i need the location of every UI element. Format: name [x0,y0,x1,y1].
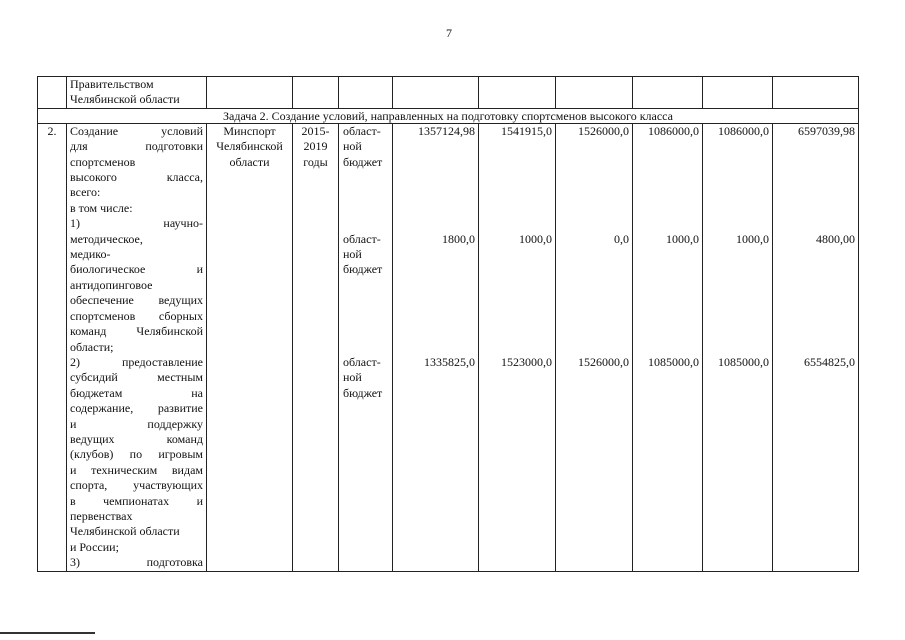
line-spacer [775,339,855,354]
funding-value: 6597039,98 [798,123,855,138]
activity-name-line: команд Челябинской [70,324,203,339]
line-spacer [705,324,769,339]
task-title: Задача 2. Создание условий, направленных на подготовку спортсменов высокого класса [38,108,859,123]
line-spacer [343,170,390,185]
line-spacer [775,139,855,154]
cell-source [339,77,393,109]
activity-name-line: Челябинской области [70,524,180,539]
activity-name-line: ведущих команд [70,431,203,446]
funding-source-line: област- [343,231,381,246]
line-spacer [395,185,475,200]
activity-name-line: области; [70,339,114,354]
line-spacer [705,216,769,231]
line-spacer [635,293,699,308]
line-spacer [775,170,855,185]
funding-source-line: област- [343,123,381,138]
value-cell-total [773,123,859,571]
line-spacer [635,155,699,170]
funding-source-line: бюджет [343,154,383,169]
line-spacer [775,155,855,170]
line-spacer [635,309,699,324]
line-spacer [635,324,699,339]
line-spacer [705,262,769,277]
line-spacer [481,201,552,216]
line-spacer [481,216,552,231]
name-line: Правительством [70,77,154,91]
value-cell-2018 [633,123,703,571]
line-spacer [481,309,552,324]
executor-cell [207,123,293,571]
line-spacer [558,262,629,277]
line-spacer [481,155,552,170]
line-spacer [635,170,699,185]
funding-source-line: област- [343,354,381,369]
line-spacer [395,170,475,185]
line-spacer [395,216,475,231]
line-spacer [481,278,552,293]
line-spacer [635,201,699,216]
line-spacer [705,170,769,185]
funding-source-line: бюджет [343,262,383,277]
line-spacer [558,185,629,200]
funding-value: 1357124,98 [418,123,475,138]
name-line: Челябинской области [70,92,180,107]
line-spacer [343,185,390,200]
cell-value [633,77,703,109]
cell-name [67,77,207,109]
executor-line: Челябинской [216,139,283,154]
funding-value: 4800,00 [816,231,855,246]
line-spacer [395,278,475,293]
activity-name-line: методическое, [70,231,143,246]
line-spacer [395,155,475,170]
executor-line: области [229,154,270,169]
line-spacer [775,185,855,200]
cell-value [393,77,479,109]
funding-source-line: бюджет [343,385,383,400]
line-spacer [343,216,390,231]
line-spacer [395,293,475,308]
funding-value: 6554825,0 [804,354,855,369]
row-number: 2. [38,123,67,571]
line-spacer [395,262,475,277]
line-spacer [635,185,699,200]
funding-source-line: ной [343,247,362,261]
period-line: годы [303,154,328,169]
line-spacer [343,201,390,216]
activity-name-cell [67,123,207,571]
value-cell-2016 [479,123,556,571]
period-line: 2019 [303,139,328,154]
activity-name-line: субсидий местным [70,370,203,385]
line-spacer [635,139,699,154]
line-spacer [775,201,855,216]
line-spacer [705,247,769,262]
line-spacer [395,309,475,324]
activity-name-line: биологическое и [70,262,203,277]
funding-source-cell [339,123,393,571]
line-spacer [481,139,552,154]
line-spacer [705,201,769,216]
cell-value [703,77,773,109]
line-spacer [481,293,552,308]
value-cell-2017 [556,123,633,571]
line-spacer [558,309,629,324]
line-spacer [705,309,769,324]
activity-name-line: бюджетам на [70,385,203,400]
line-spacer [558,278,629,293]
funding-value: 1000,0 [519,231,552,246]
line-spacer [395,324,475,339]
value-cell-2015 [393,123,479,571]
line-spacer [343,309,390,324]
line-spacer [558,339,629,354]
task-heading-row [38,108,859,123]
cell-value [479,77,556,109]
activity-name-line: содержание, развитие [70,401,203,416]
line-spacer [775,324,855,339]
line-spacer [705,278,769,293]
line-spacer [343,278,390,293]
executor-line: Минспорт [223,123,276,138]
period-line: 2015- [301,123,330,138]
activity-name-line: 1) научно- [70,216,203,231]
activity-name-line: спортсменов [70,154,136,169]
line-spacer [705,139,769,154]
cell-value [556,77,633,109]
continuation-row [38,77,859,109]
funding-value: 1085000,0 [648,354,699,369]
activity-name-line: (клубов) по игровым [70,447,203,462]
line-spacer [558,293,629,308]
line-spacer [481,247,552,262]
activity-name-line: 2) предоставление [70,354,203,369]
line-spacer [481,262,552,277]
activity-name-line: всего: [70,185,101,200]
activity-name-line: обеспечение ведущих [70,293,203,308]
funding-value: 1526000,0 [578,123,629,138]
line-spacer [481,170,552,185]
funding-value: 1523000,0 [501,354,552,369]
line-spacer [705,185,769,200]
funding-value: 1541915,0 [501,123,552,138]
line-spacer [558,170,629,185]
line-spacer [775,262,855,277]
line-spacer [775,216,855,231]
page-number: 7 [446,26,452,40]
activity-name-line: антидопинговое [70,277,153,292]
funding-value: 1086000,0 [648,123,699,138]
line-spacer [705,155,769,170]
activity-name-line: в чемпионатах и [70,493,203,508]
line-spacer [705,293,769,308]
line-spacer [775,278,855,293]
activity-name-line: Создание условий [70,123,203,138]
line-spacer [481,324,552,339]
line-spacer [395,339,475,354]
cell-executor [207,77,293,109]
period-cell [293,123,339,571]
line-spacer [775,247,855,262]
line-spacer [558,324,629,339]
activity-name-line: и поддержку [70,416,203,431]
activity-name-line: и России; [70,539,119,554]
funding-value: 1085000,0 [718,354,769,369]
activity-name-line: для подготовки [70,139,203,154]
budget-table-wrapper [37,76,859,572]
activity-name-line: 3) подготовка [70,555,203,570]
activity-name-line: высокого класса, [70,170,203,185]
funding-value: 0,0 [614,231,629,246]
line-spacer [558,139,629,154]
activity-name-line: спортсменов сборных [70,308,203,323]
line-spacer [635,247,699,262]
line-spacer [481,185,552,200]
value-cell-2019 [703,123,773,571]
line-spacer [395,247,475,262]
funding-value: 1800,0 [442,231,475,246]
cell-value [773,77,859,109]
line-spacer [635,216,699,231]
activity-name-line: спорта, участвующих [70,478,203,493]
funding-value: 1086000,0 [718,123,769,138]
line-spacer [343,339,390,354]
cell-number [38,77,67,109]
activity-name-line: и техническим видам [70,462,203,477]
cell-period [293,77,339,109]
line-spacer [395,139,475,154]
funding-source-line: ной [343,139,362,154]
activity-name-line: медико- [70,247,111,262]
funding-value: 1000,0 [666,231,699,246]
activity-name-line: первенствах [70,508,133,523]
line-spacer [558,155,629,170]
line-spacer [635,262,699,277]
funding-source-line: ной [343,370,362,385]
line-spacer [705,339,769,354]
line-spacer [635,339,699,354]
line-spacer [558,216,629,231]
activity-name-line: в том числе: [70,200,133,215]
line-spacer [343,324,390,339]
footer-rule [0,632,95,634]
line-spacer [395,201,475,216]
task-2-row [38,123,859,571]
line-spacer [775,293,855,308]
line-spacer [635,278,699,293]
line-spacer [558,201,629,216]
line-spacer [343,293,390,308]
funding-value: 1526000,0 [578,354,629,369]
line-spacer [558,247,629,262]
budget-table [37,76,859,572]
funding-value: 1000,0 [736,231,769,246]
funding-value: 1335825,0 [424,354,475,369]
line-spacer [481,339,552,354]
line-spacer [775,309,855,324]
